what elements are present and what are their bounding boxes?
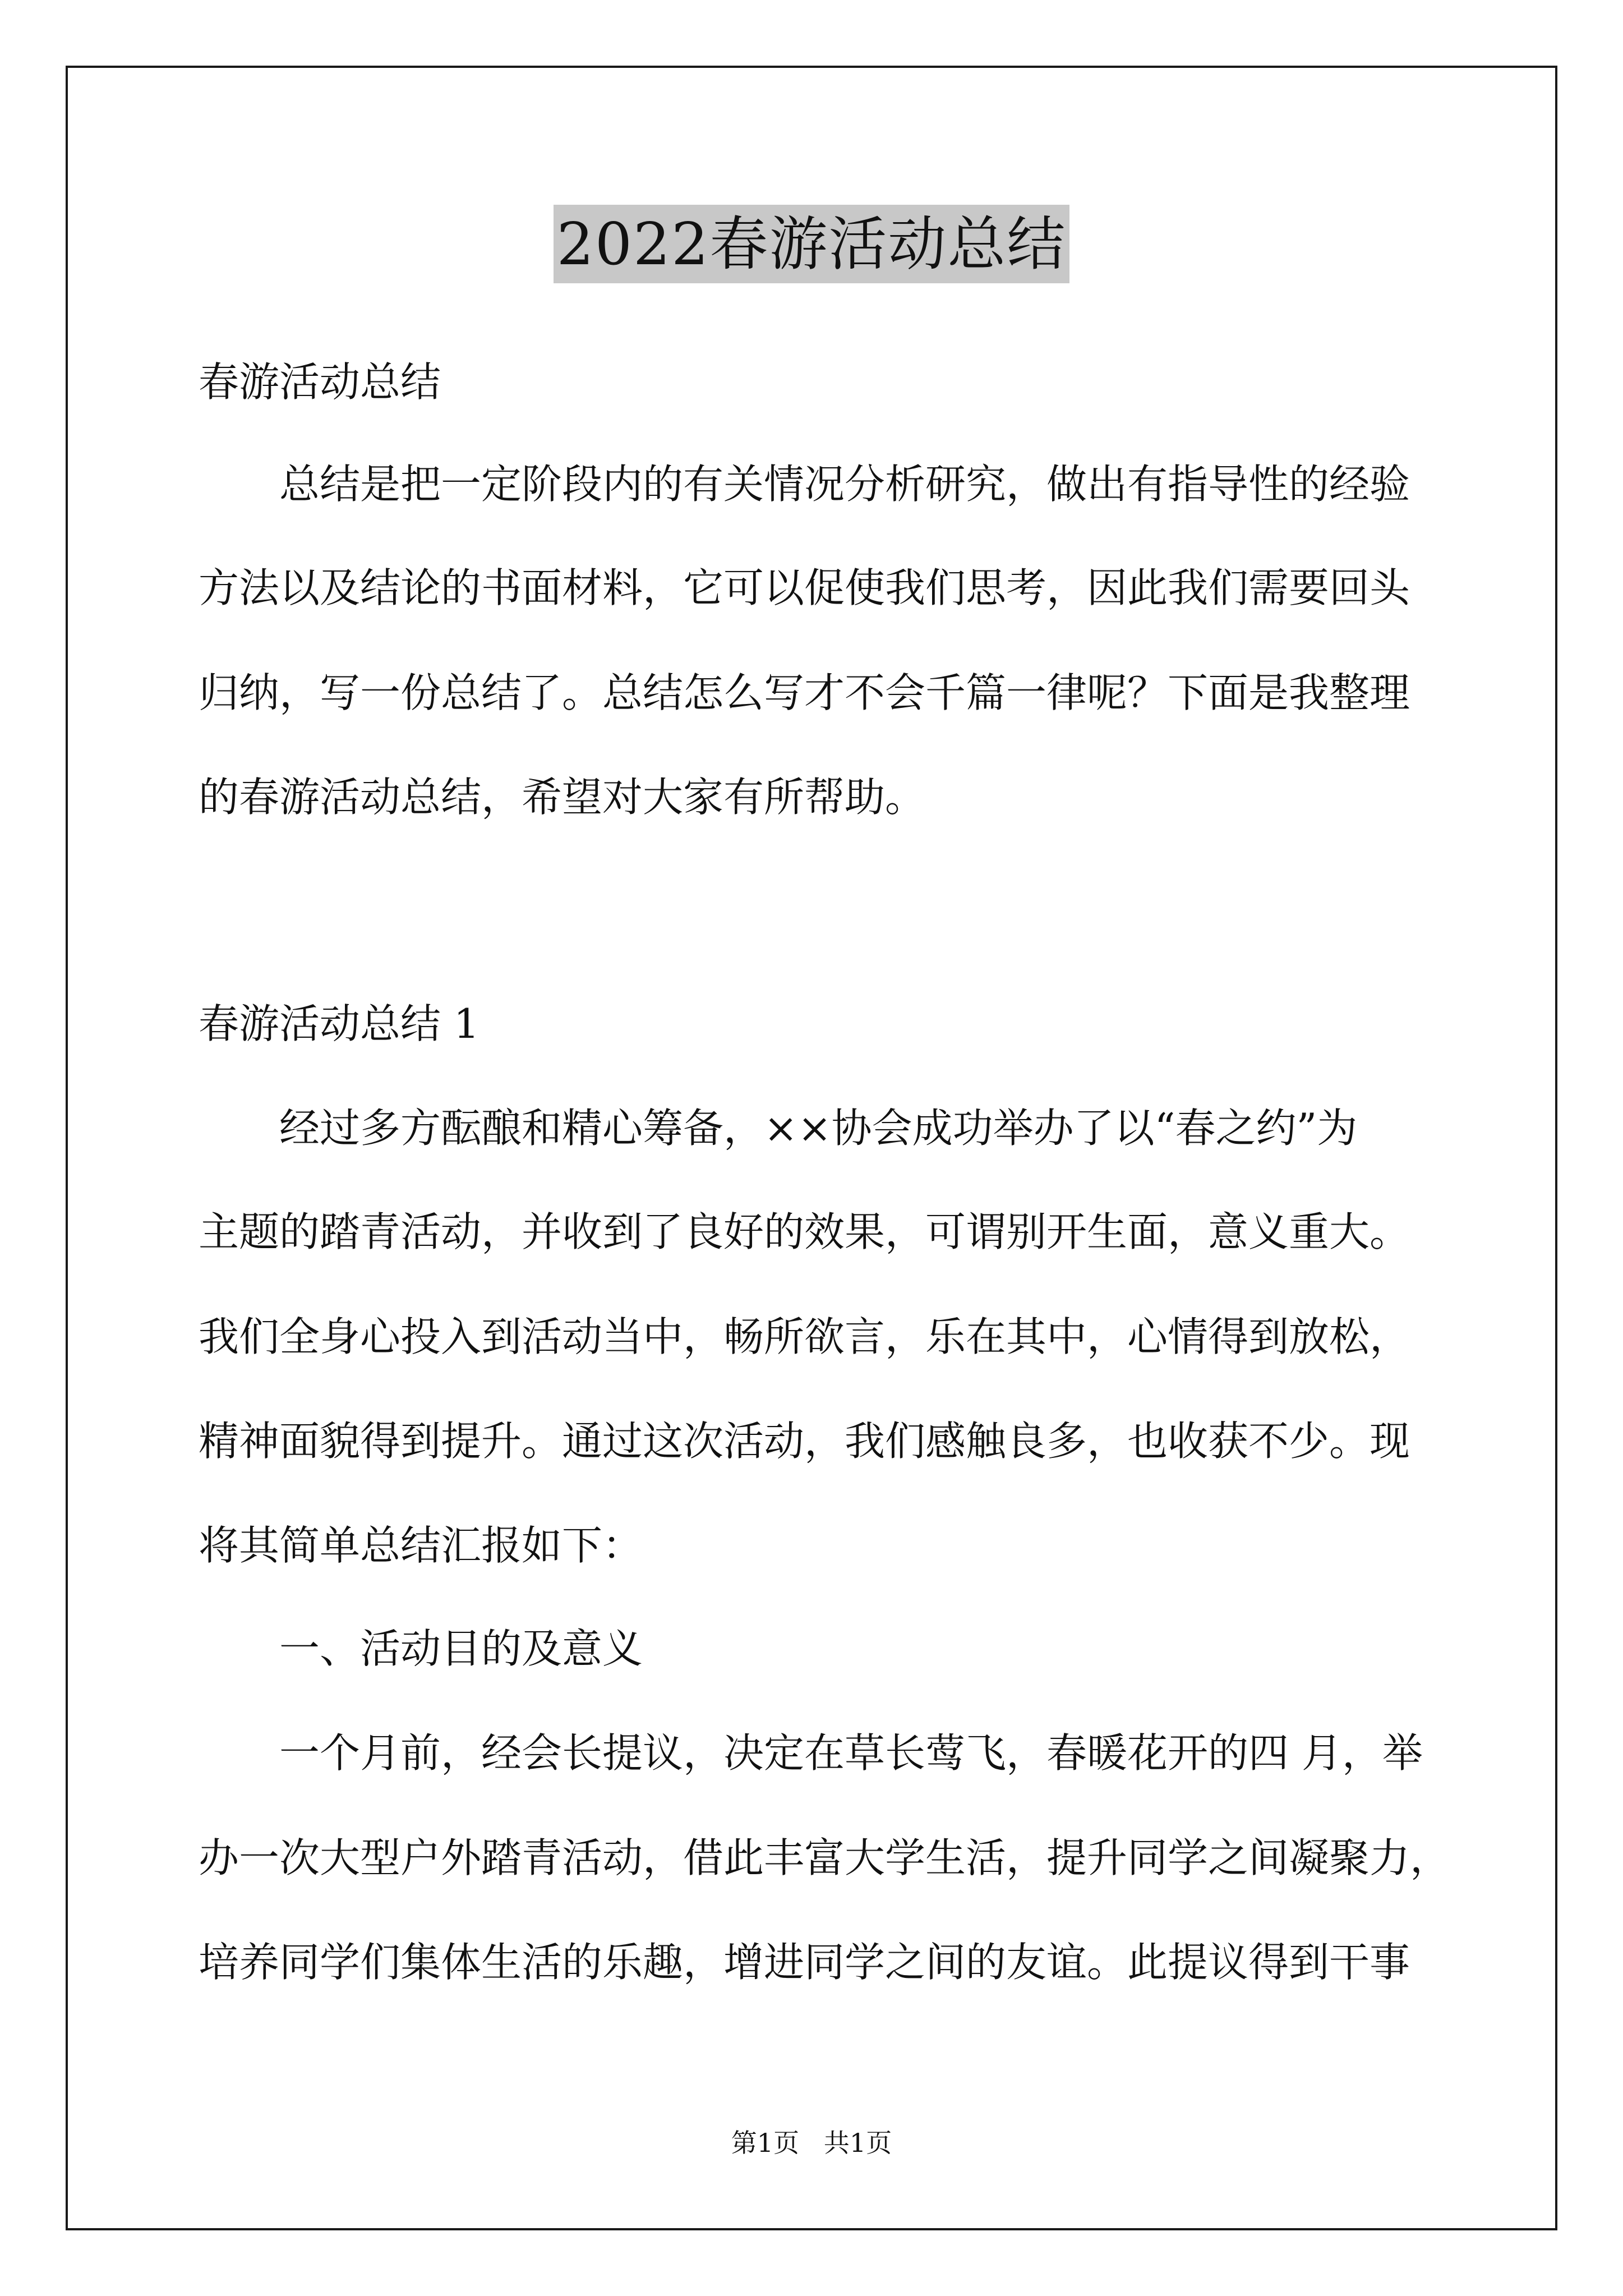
- section-line-5: 将其简单总结汇报如下：: [199, 1522, 643, 1569]
- section-line-4: 精神面貌得到提升。通过这次活动，我们感触良多，也收获不少。现: [199, 1418, 1410, 1465]
- intro-line-3: 归纳，写一份总结了。总结怎么写才不会千篇一律呢？下面是我整理: [199, 669, 1410, 716]
- page-footer: 第1页 共1页: [731, 2128, 892, 2158]
- document-title: 2022春游活动总结: [554, 205, 1070, 283]
- part-line-1: 一个月前，经会长提议，决定在草长莺飞，春暖花开的四 月，举: [279, 1729, 1423, 1777]
- intro-line-4: 的春游活动总结，希望对大家有所帮助。: [199, 774, 926, 821]
- title-container: [0, 205, 1623, 283]
- part-line-3: 培养同学们集体生活的乐趣，增进同学之间的友谊。此提议得到干事: [199, 1939, 1410, 1986]
- section-line-1: 经过多方酝酿和精心筹备，××协会成功举办了以“春之约”为: [279, 1105, 1358, 1152]
- subtitle: 春游活动总结: [199, 358, 441, 406]
- intro-line-2: 方法以及结论的书面材料，它可以促使我们思考，因此我们需要回头: [199, 564, 1410, 611]
- intro-line-1: 总结是把一定阶段内的有关情况分析研究，做出有指导性的经验: [279, 461, 1410, 508]
- section-line-2: 主题的踏青活动，并收到了良好的效果，可谓别开生面，意义重大。: [199, 1208, 1410, 1255]
- part-line-2: 办一次大型户外踏青活动，借此丰富大学生活，提升同学之间凝聚力，: [199, 1834, 1451, 1881]
- section-heading: 春游活动总结 1: [199, 1000, 479, 1047]
- part-heading: 一、活动目的及意义: [279, 1625, 643, 1672]
- section-line-3: 我们全身心投入到活动当中，畅所欲言，乐在其中，心情得到放松，: [199, 1313, 1410, 1360]
